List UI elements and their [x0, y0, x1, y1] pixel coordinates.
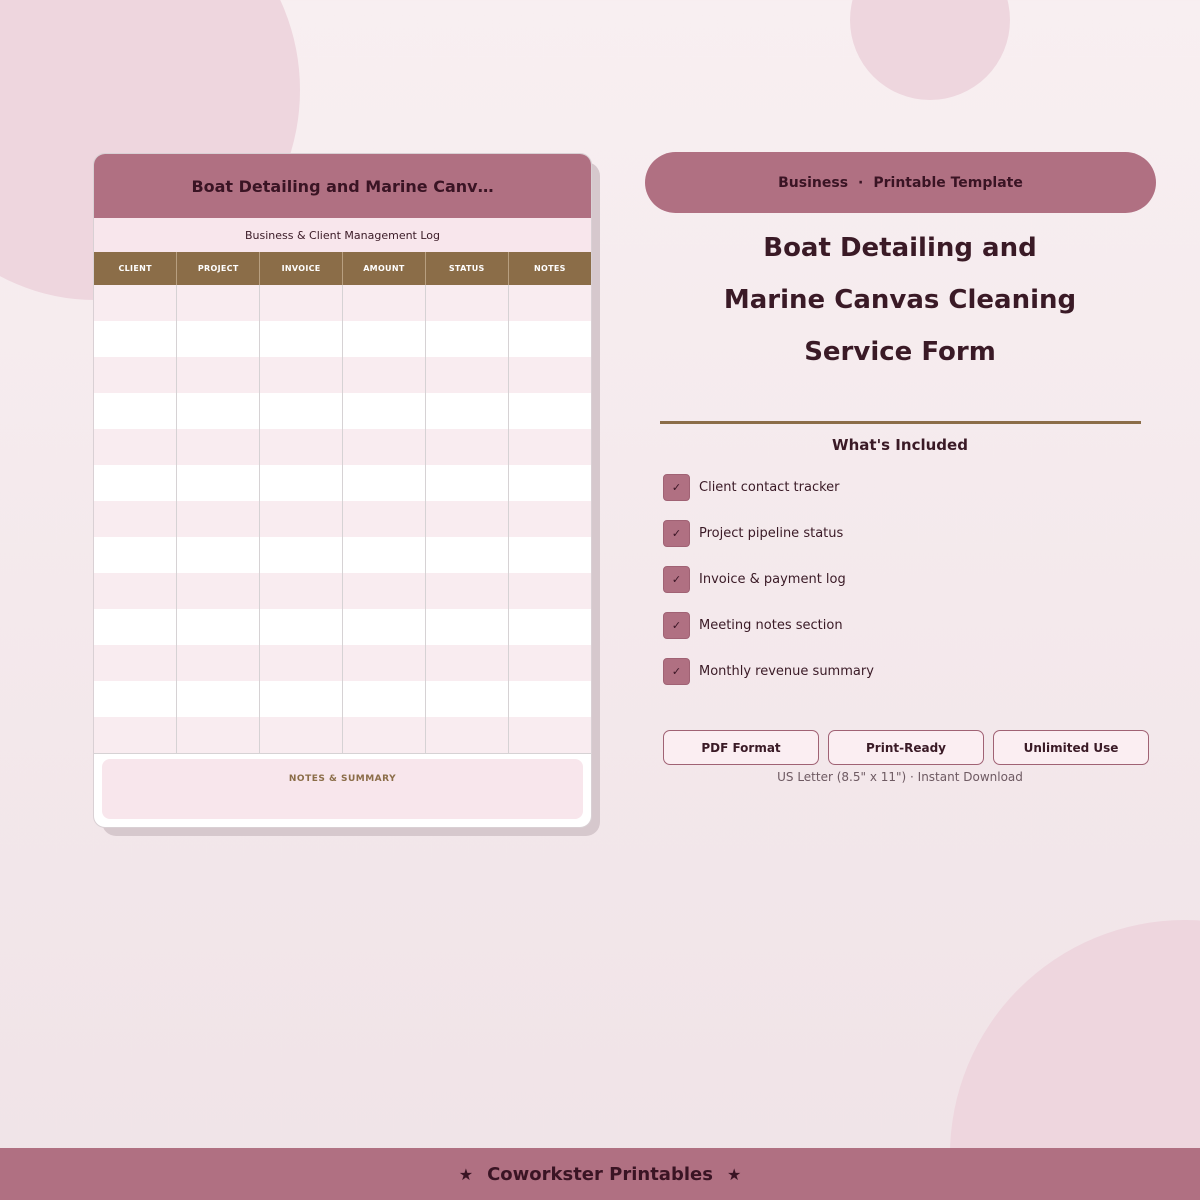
template-type-label: Printable Template [873, 174, 1023, 191]
table-cell[interactable] [425, 609, 508, 645]
feature-label: Client contact tracker [699, 480, 840, 495]
table-cell[interactable] [177, 393, 260, 429]
category-pill [645, 152, 1156, 213]
document-title: Boat Detailing and Marine Canv… [94, 154, 591, 218]
table-cell[interactable] [94, 465, 177, 501]
table-cell[interactable] [508, 429, 591, 465]
feature-list [663, 474, 874, 704]
table-cell[interactable] [425, 573, 508, 609]
table-cell[interactable] [260, 681, 343, 717]
table-cell[interactable] [508, 717, 591, 753]
table-cell[interactable] [177, 465, 260, 501]
table-cell[interactable] [94, 609, 177, 645]
table-cell[interactable] [508, 609, 591, 645]
feature-item [663, 520, 874, 547]
footer-banner [0, 1148, 1200, 1200]
table-row [94, 717, 591, 753]
table-row [94, 393, 591, 429]
table-cell[interactable] [94, 429, 177, 465]
feature-label: Invoice & payment log [699, 572, 846, 587]
table-cell[interactable] [177, 717, 260, 753]
table-cell[interactable] [425, 717, 508, 753]
table-cell[interactable] [94, 285, 177, 321]
table-cell[interactable] [260, 393, 343, 429]
table-cell[interactable] [425, 501, 508, 537]
table-row [94, 645, 591, 681]
table-cell[interactable] [177, 681, 260, 717]
table-row [94, 321, 591, 357]
feature-label: Monthly revenue summary [699, 664, 874, 679]
table-cell[interactable] [508, 681, 591, 717]
table-cell[interactable] [260, 321, 343, 357]
notes-summary-label: NOTES & SUMMARY [288, 774, 397, 784]
decorative-circle-top [850, 0, 1010, 100]
feature-item [663, 566, 874, 593]
product-title-line: Service Form [804, 337, 996, 367]
document-preview [93, 153, 592, 828]
table-cell[interactable] [342, 393, 425, 429]
column-header-invoice: INVOICE [260, 252, 343, 285]
document-subtitle: Business & Client Management Log [94, 218, 591, 252]
table-cell[interactable] [260, 285, 343, 321]
whats-included-heading: What's Included [832, 436, 968, 454]
column-header-project: PROJECT [177, 252, 260, 285]
table-cell[interactable] [260, 609, 343, 645]
table-cell[interactable] [425, 429, 508, 465]
table-cell[interactable] [260, 717, 343, 753]
table-cell[interactable] [508, 393, 591, 429]
checkbox-icon: ✓ [663, 474, 690, 501]
table-cell[interactable] [260, 501, 343, 537]
table-cell[interactable] [177, 645, 260, 681]
table-cell[interactable] [342, 321, 425, 357]
table-cell[interactable] [508, 645, 591, 681]
table-cell[interactable] [177, 285, 260, 321]
category-label: Business [778, 174, 849, 191]
section-divider [660, 421, 1141, 424]
table-cell[interactable] [508, 465, 591, 501]
table-cell[interactable] [94, 717, 177, 753]
table-cell[interactable] [94, 645, 177, 681]
table-cell[interactable] [94, 393, 177, 429]
table-cell[interactable] [260, 537, 343, 573]
table-cell[interactable] [260, 465, 343, 501]
table-cell[interactable] [508, 321, 591, 357]
table-cell[interactable] [177, 357, 260, 393]
table-cell[interactable] [425, 393, 508, 429]
table-cell[interactable] [177, 321, 260, 357]
checkbox-icon: ✓ [663, 612, 690, 639]
table-cell[interactable] [508, 501, 591, 537]
table-cell[interactable] [260, 357, 343, 393]
product-title-line: Boat Detailing and [763, 233, 1037, 263]
table-cell[interactable] [260, 429, 343, 465]
table-cell[interactable] [342, 645, 425, 681]
product-title [660, 222, 1140, 378]
table-cell[interactable] [508, 285, 591, 321]
table-row [94, 609, 591, 645]
table-cell[interactable] [342, 717, 425, 753]
table-cell[interactable] [342, 465, 425, 501]
log-table-body [94, 285, 591, 753]
feature-item [663, 658, 874, 685]
checkbox-icon: ✓ [663, 658, 690, 685]
table-cell[interactable] [342, 609, 425, 645]
table-cell[interactable] [342, 501, 425, 537]
table-cell[interactable] [260, 645, 343, 681]
checkbox-icon: ✓ [663, 520, 690, 547]
feature-label: Meeting notes section [699, 618, 843, 633]
table-row [94, 501, 591, 537]
format-badges [663, 730, 1149, 765]
table-row [94, 465, 591, 501]
checkbox-icon: ✓ [663, 566, 690, 593]
table-cell[interactable] [94, 501, 177, 537]
table-row [94, 537, 591, 573]
table-cell[interactable] [177, 429, 260, 465]
table-cell[interactable] [342, 429, 425, 465]
table-cell[interactable] [425, 285, 508, 321]
unlimited-use-badge: Unlimited Use [993, 730, 1149, 765]
table-cell[interactable] [425, 681, 508, 717]
column-header-status: STATUS [425, 252, 508, 285]
table-cell[interactable] [425, 357, 508, 393]
table-cell[interactable] [425, 537, 508, 573]
log-table [94, 252, 591, 753]
table-row [94, 429, 591, 465]
table-cell[interactable] [94, 537, 177, 573]
notes-summary-box [102, 759, 583, 819]
table-row [94, 357, 591, 393]
format-info: US Letter (8.5" x 11") · Instant Download [777, 770, 1023, 784]
table-cell[interactable] [342, 573, 425, 609]
star-icon: ★ [726, 1164, 742, 1184]
log-table-header [94, 252, 591, 285]
table-cell[interactable] [177, 573, 260, 609]
column-header-amount: AMOUNT [342, 252, 425, 285]
table-cell[interactable] [425, 645, 508, 681]
table-cell[interactable] [342, 357, 425, 393]
table-cell[interactable] [94, 681, 177, 717]
feature-label: Project pipeline status [699, 526, 844, 541]
category-separator: · [858, 174, 864, 191]
notes-section [94, 753, 591, 827]
table-cell[interactable] [94, 357, 177, 393]
table-cell[interactable] [508, 573, 591, 609]
table-cell[interactable] [508, 537, 591, 573]
table-cell[interactable] [342, 681, 425, 717]
table-cell[interactable] [94, 321, 177, 357]
table-cell[interactable] [425, 465, 508, 501]
feature-item [663, 474, 874, 501]
table-cell[interactable] [342, 285, 425, 321]
table-row [94, 285, 591, 321]
table-cell[interactable] [177, 501, 260, 537]
table-cell[interactable] [508, 357, 591, 393]
column-header-client: CLIENT [94, 252, 177, 285]
table-cell[interactable] [177, 537, 260, 573]
table-cell[interactable] [94, 573, 177, 609]
column-header-notes: NOTES [508, 252, 591, 285]
table-row [94, 681, 591, 717]
table-cell[interactable] [342, 537, 425, 573]
pdf-format-badge: PDF Format [663, 730, 819, 765]
print-ready-badge: Print-Ready [828, 730, 984, 765]
feature-item [663, 612, 874, 639]
table-cell[interactable] [425, 321, 508, 357]
star-icon: ★ [458, 1164, 474, 1184]
table-cell[interactable] [260, 573, 343, 609]
table-row [94, 573, 591, 609]
table-cell[interactable] [177, 609, 260, 645]
brand-name: Coworkster Printables [487, 1163, 713, 1185]
product-title-line: Marine Canvas Cleaning [723, 285, 1077, 315]
